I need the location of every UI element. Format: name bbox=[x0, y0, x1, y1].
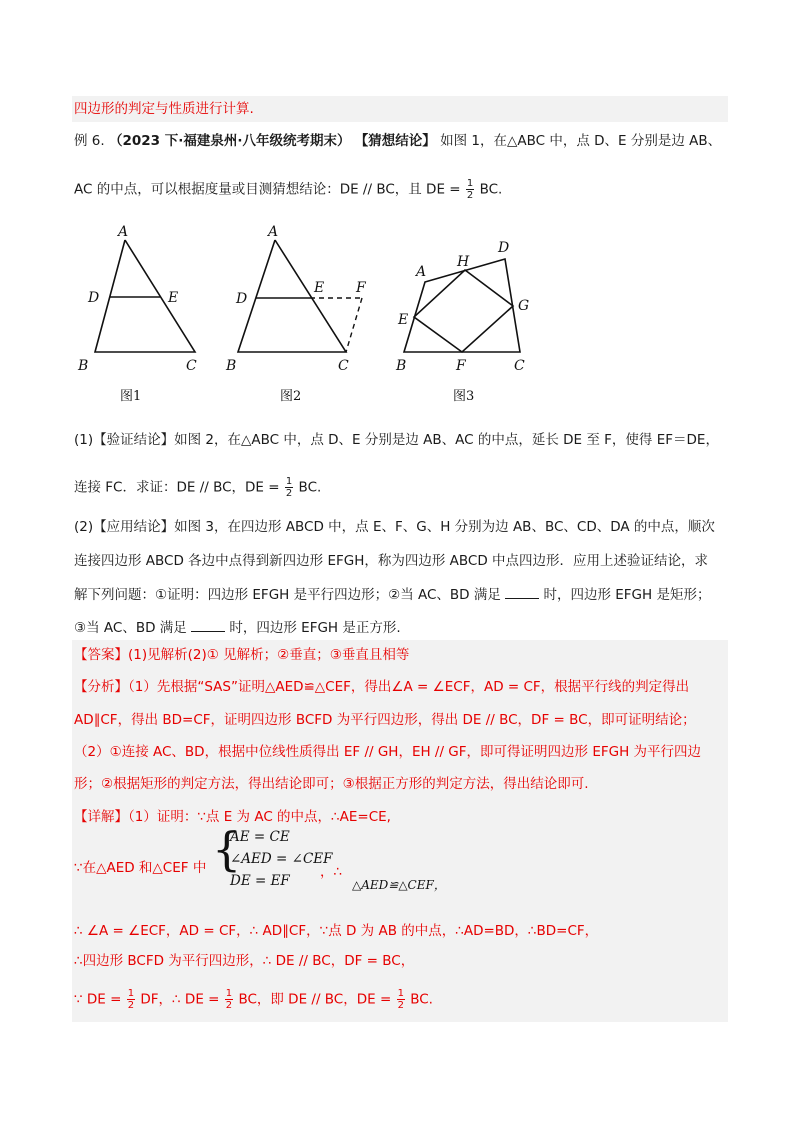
fig1-label-d: D bbox=[88, 290, 100, 306]
figure-3 bbox=[395, 240, 529, 404]
part2-text-3a: 解下列问题：①证明：四边形 EFGH 是平行四边形；②当 AC、BD 满足 bbox=[74, 587, 501, 603]
fig2-label-d: D bbox=[236, 291, 248, 307]
fig1-label-c: C bbox=[186, 358, 197, 374]
fig3-label-e: E bbox=[398, 312, 409, 328]
part2-line-2: 连接四边形 ABCD 各边中点得到新四边形 EFGH，称为四边形 ABCD 中点四边形．应用上述验证结论，求 bbox=[74, 553, 709, 569]
fraction-half: $\frac{1}{2}$ bbox=[466, 178, 474, 201]
fig2-label-b: B bbox=[226, 358, 237, 374]
analysis-line-4: 形；②根据矩形的判定方法，得出结论即可；③根据正方形的判定方法，得出结论即可. bbox=[74, 776, 589, 792]
fig3-label-g: G bbox=[518, 298, 530, 314]
fig2-label-f: F bbox=[356, 280, 366, 296]
fraction-half: $\frac{1}{2}$ bbox=[225, 988, 233, 1011]
fig3-label-f: F bbox=[456, 358, 466, 374]
part2-text-4b: 时，四边形 EFGH 是正方形. bbox=[229, 620, 401, 636]
fig3-label-d: D bbox=[498, 240, 510, 256]
figure-2 bbox=[225, 224, 367, 404]
fig2-label-c: C bbox=[338, 358, 349, 374]
fig1-caption: 图1 bbox=[120, 389, 142, 404]
fraction-half: $\frac{1}{2}$ bbox=[397, 988, 404, 1011]
brace: { bbox=[212, 822, 242, 876]
example-text-2b: BC. bbox=[479, 181, 503, 198]
answer-line: 【答案】(1)见解析(2)① 见解析；②垂直；③垂直且相等 bbox=[74, 647, 410, 663]
fraction-half: $\frac{1}{2}$ bbox=[127, 988, 135, 1011]
fig2-caption: 图2 bbox=[280, 389, 302, 404]
example-source: （2023 下·福建泉州·八年级统考期末） bbox=[108, 133, 351, 149]
equation-3: DE = EF bbox=[230, 873, 290, 889]
fig2-label-e: E bbox=[314, 280, 325, 296]
detail-line-4: ∴四边形 BCFD 为平行四边形，∴ DE // BC，DF = BC， bbox=[74, 953, 415, 969]
figure-1 bbox=[77, 224, 197, 404]
fig3-caption: 图3 bbox=[453, 389, 475, 404]
detail-5b: DF，∴ DE = bbox=[140, 991, 220, 1008]
fraction-half: $\frac{1}{2}$ bbox=[285, 476, 293, 499]
example-tag: 【猜想结论】 bbox=[354, 133, 436, 149]
analysis-line-1: 【分析】（1）先根据“SAS”证明△AED≌△CEF，得出∠A = ∠ECF，AD = CF，根据平行线的判定得出 bbox=[74, 679, 690, 695]
detail-system-pre: ∵在△AED 和△CEF 中 bbox=[74, 860, 207, 876]
part1-text: 连接 FC．求证：DE // BC，DE = bbox=[74, 479, 280, 496]
equation-1: AE = CE bbox=[230, 829, 290, 845]
detail-5d: BC. bbox=[410, 991, 433, 1008]
example-line-1 bbox=[74, 131, 721, 151]
figures bbox=[60, 210, 550, 410]
part2-line-3 bbox=[74, 585, 710, 605]
fig3-label-a: A bbox=[416, 264, 427, 280]
equation-system bbox=[230, 826, 333, 892]
answer-blank-1[interactable] bbox=[505, 586, 539, 599]
part2-line-4 bbox=[74, 618, 401, 638]
part2-text-4a: ③当 AC、BD 满足 bbox=[74, 620, 187, 636]
fig3-label-h: H bbox=[457, 254, 470, 270]
detail-line-3: ∴ ∠A = ∠ECF，AD = CF，∴ AD∥CF，∵点 D 为 AB 的中点，∴AD=BD，∴BD=CF， bbox=[74, 923, 599, 939]
analysis-line-2: AD∥CF，得出 BD=CF，证明四边形 BCFD 为平行四边形，得出 DE // BC，DF = BC，即可证明结论； bbox=[74, 712, 696, 728]
detail-5c: BC，即 DE // BC，DE = bbox=[238, 991, 392, 1008]
fig2-label-a: A bbox=[268, 224, 279, 240]
example-label: 例 6. bbox=[74, 133, 105, 149]
header-line: 四边形的判定与性质进行计算. bbox=[74, 101, 254, 117]
fig3-label-b: B bbox=[396, 358, 407, 374]
answer-blank-2[interactable] bbox=[191, 619, 225, 632]
detail-line-1: 【详解】（1）证明：∵点 E 为 AC 的中点，∴AE=CE, bbox=[74, 809, 391, 825]
fig3-label-c: C bbox=[514, 358, 525, 374]
example-text-1: 如图 1，在△ABC 中，点 D、E 分别是边 AB、 bbox=[440, 133, 722, 149]
analysis-line-3: （2）①连接 AC、BD，根据中位线性质得出 EF // GH，EH // GF，即可得证明四边形 EFGH 为平行四边 bbox=[74, 744, 702, 760]
part2-line-1: (2)【应用结论】如图 3，在四边形 ABCD 中，点 E、F、G、H 分别为边 AB、BC、CD、DA 的中点，顺次 bbox=[74, 519, 715, 535]
fig1-label-e: E bbox=[168, 290, 179, 306]
example-text-2: AC 的中点，可以根据度量或目测猜想结论：DE // BC，且 DE = bbox=[74, 181, 461, 198]
part2-text-3b: 时，四边形 EFGH 是矩形； bbox=[543, 587, 711, 603]
detail-line-5 bbox=[74, 988, 433, 1011]
detail-system-post: ，∴ bbox=[320, 864, 343, 880]
fig1-label-b: B bbox=[78, 358, 89, 374]
fig1-label-a: A bbox=[118, 224, 129, 240]
part1-text-b: BC. bbox=[298, 479, 322, 496]
detail-5a: ∵ DE = bbox=[74, 991, 122, 1008]
detail-system-result: △AED≌△CEF， bbox=[352, 878, 446, 892]
example-line-2 bbox=[74, 178, 502, 201]
equation-2: ∠AED = ∠CEF bbox=[230, 851, 333, 867]
part1-line-2 bbox=[74, 476, 321, 499]
part1-line-1: (1)【验证结论】如图 2，在△ABC 中，点 D、E 分别是边 AB、AC 的中点，延长 DE 至 F，使得 EF＝DE， bbox=[74, 432, 719, 448]
